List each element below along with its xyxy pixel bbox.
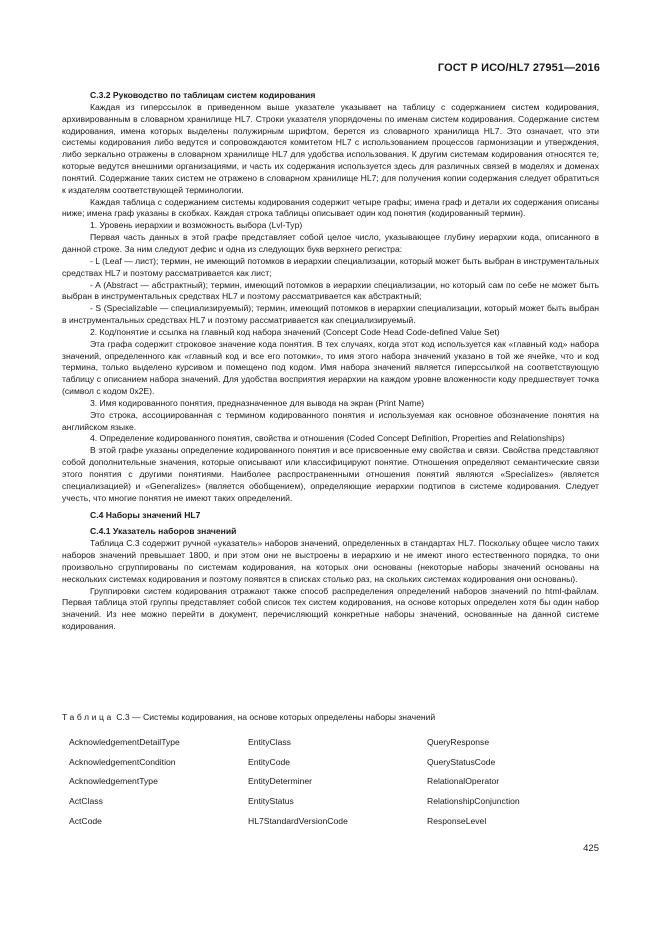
paragraph: Эта графа содержит строковое значение кода понятия. В тех случаях, когда этот код используется как «главный код» набора значений, определенного как «главный код и все его потомки», то имя этого набора значений указано в той же ячейке, что и код термина, только выделено курсивом и помещено под кодом. Имя набора значений является гиперссылкой на соответствующую таблицу с описанием набора значений. Для удобства восприятия иерархии на каждом уровне вложенности коду предшествует точка (символ с кодом 0x2E). <box>62 338 599 397</box>
table-row <box>69 776 520 796</box>
paragraph: - S (Specializable — специализируемый); термин, имеющий потомков в иерархии специализации, который может быть выбран в инструментальных средствах HL7 и поэтому рассматривается как специализируемый. <box>62 303 599 326</box>
table-cell[interactable]: RelationshipConjunction <box>427 796 520 807</box>
document-body <box>62 90 599 633</box>
paragraph: Группировки систем кодирования отражают также способ распределения определений наборов значений по html-файлам. Первая таблица этой группы представляет собой список тех систем кодирования, на основе которых определен хотя бы один набор значений. Из нее можно перейти в документ, перечисляющий конкретные наборы значений, основанные на данной системе кодирования. <box>62 585 599 632</box>
paragraph: Это строка, ассоциированная с термином кодированного понятия и используемая как основное обозначение понятия на английском языке. <box>62 409 599 432</box>
table-cell[interactable]: ResponseLevel <box>427 815 487 826</box>
section-heading-c4: С.4 Наборы значений HL7 <box>90 509 201 520</box>
table-cell[interactable]: QueryStatusCode <box>427 756 496 767</box>
paragraph: 2. Код/понятие и ссылка на главный код набора значений (Concept Code Head Code-defined Value Set) <box>90 326 500 337</box>
paragraph: Таблица С.3 содержит ручной «указатель» наборов значений, определенных в стандартах HL7. Поскольку общее число таких наборов значений превышает 1800, и при этом они не выстроены в иерархию и не имеют иного естественного порядка, то они произвольно сгруппированы по системам кодирования, на которых они основаны (некоторые наборы значений основаны на нескольких системах кодирования и поэтому появятся в списках столько раз, на скольких системах кодирования они основаны). <box>62 538 599 584</box>
section-heading-c41: С.4.1 Указатель наборов значений <box>90 526 237 537</box>
paragraph: В этой графе указаны определение кодированного понятия и все присвоенные ему свойства и связи. Свойства представляют собой дополнительные значения, которые описывают или классифицируют понятие. Отношения определяют семантические связи этого понятия с другими понятиями. Наиболее распространенными отношения понятий являются «Specializes» (является специализацией) и «Generalizes» (является обобщением), определяющие иерархии подтипов в системе кодирования. Следует учесть, что многие понятия не имеют таких определений. <box>62 445 599 503</box>
table-row <box>69 737 520 757</box>
table-cell[interactable]: AcknowledgementCondition <box>69 756 176 767</box>
table-cell[interactable]: ActClass <box>69 796 103 807</box>
document-id-header: ГОСТ Р ИСО/HL7 27951—2016 <box>437 62 600 74</box>
paragraph: Первая часть данных в этой графе представляет собой целое число, указывающее глубину иерархии кода, описанного в данной строке. За ним следуют дефис и одна из следующих букв верхнего регистра: <box>62 232 599 254</box>
table-cell[interactable]: QueryResponse <box>427 737 490 747</box>
paragraph: Каждая таблица с содержанием системы кодирования содержит четыре графы; имена граф и детали их содержания описаны ниже; имена граф указаны в скобках. Каждая строка таблицы описывает один код понятия (кодированный термин). <box>62 196 599 219</box>
table-cell[interactable]: HL7StandardVersionCode <box>248 815 348 826</box>
table-caption-label: Таблица <box>62 712 114 722</box>
table-caption-text: С.3 — Системы кодирования, на основе которых определены наборы значений <box>116 712 436 722</box>
paragraph: 4. Определение кодированного понятия, свойства и отношения (Coded Concept Definition, Properties and Relationships) <box>90 433 565 444</box>
table-cell[interactable]: ActCode <box>69 815 102 826</box>
table-cell[interactable]: EntityCode <box>248 756 291 767</box>
coding-systems-table <box>69 737 520 835</box>
table-cell[interactable]: EntityClass <box>248 737 291 747</box>
table-cell[interactable]: AcknowledgementDetailType <box>69 737 180 747</box>
table-row <box>69 816 520 836</box>
paragraph: - L (Leaf — лист); термин, не имеющий потомков в иерархии специализации, который может быть выбран в инструментальных средствах HL7 и поэтому рассматривается как лист; <box>62 255 599 278</box>
page-number: 425 <box>583 843 599 854</box>
section-heading-c32: С.3.2 Руководство по таблицам систем кодирования <box>90 90 316 100</box>
table-row <box>69 796 520 816</box>
paragraph: - A (Abstract — абстрактный); термин, имеющий потомков в иерархии специализации, но который сам по себе не может быть выбран в инструментальных средствах HL7 и поэтому рассматривается как абстрактный; <box>62 279 599 302</box>
paragraph: 3. Имя кодированного понятия, предназначенное для вывода на экран (Print Name) <box>90 397 425 408</box>
paragraph: Каждая из гиперссылок в приведенном выше указателе указывает на таблицу с содержанием систем кодирования, архивированным в словарном хранилище HL7. Строки указателя упорядочены по именам систем кодирования. Содержание систем кодирования, имена которых выделены полужирным шрифтом, берется из словарного хранилища HL7. Это означает, что эти системы кодирования либо ведутся и сопровождаются комитетом HL7 с использованием процессов гармонизации и утверждения, либо зеркально отражены в словарном хранилище HL7 для удобства использования. К другим системам кодирования относятся те, которые ведутся внешними организациями, и часть их содержания используется здесь для различных связей в моделях и доменах понятий. Содержание таких систем не отражено в словарном хранилище HL7; для получения копии содержания следует обратиться к издателям соответствующей терминологии. <box>62 101 599 195</box>
table-cell[interactable]: EntityStatus <box>248 796 294 807</box>
table-row <box>69 757 520 777</box>
table-cell[interactable]: RelationalOperator <box>427 776 500 787</box>
table-caption <box>62 712 435 722</box>
table-cell[interactable]: AcknowledgementType <box>69 776 158 787</box>
table-cell[interactable]: EntityDeterminer <box>248 776 312 787</box>
paragraph: 1. Уровень иерархии и возможность выбора (Lvl-Typ) <box>90 220 303 231</box>
